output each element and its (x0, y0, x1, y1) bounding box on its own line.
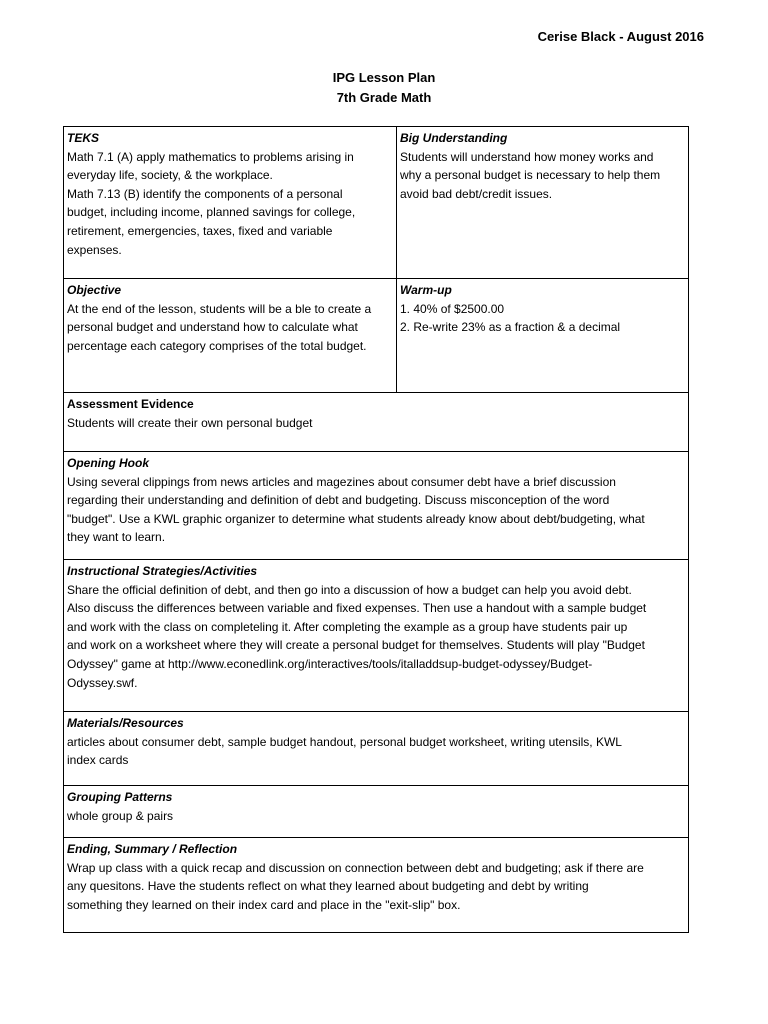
big-understanding-line: why a personal budget is necessary to help them (400, 168, 661, 183)
document-subtitle: 7th Grade Math (336, 90, 432, 105)
assessment-cell (64, 393, 688, 451)
warm-up-line: 2. Re-write 23% as a fraction & a decimal (400, 320, 621, 335)
row-grouping-patterns (64, 786, 688, 838)
objective-line: percentage each category comprises of the total budget. (67, 338, 367, 353)
grouping-line: whole group & pairs (67, 808, 174, 823)
warm-up-line: 1. 40% of $2500.00 (400, 301, 505, 316)
opening-hook-line: "budget". Use a KWL graphic organizer to determine what students already know about debt/budgeting, what (67, 511, 645, 526)
teks-line: retirement, emergencies, taxes, fixed and variable (67, 223, 333, 238)
objective-cell (64, 279, 397, 392)
opening-hook-line: Using several clippings from news articles and magezines about consumer debt have a brief discussion (67, 474, 616, 489)
teks-line: Math 7.13 (B) identify the components of a personal (67, 186, 343, 201)
strategies-cell (64, 560, 688, 711)
objective-line: At the end of the lesson, students will be a ble to create a (67, 301, 372, 316)
materials-cell (64, 712, 688, 785)
assessment-heading: Assessment Evidence (67, 397, 194, 411)
opening-hook-heading: Opening Hook (67, 456, 149, 470)
row-ending-summary (64, 838, 688, 932)
ending-heading: Ending, Summary / Reflection (67, 842, 238, 856)
strategies-line: and work with the class on completeling it. After completing the example as a group have students pair up (67, 619, 628, 634)
big-understanding-line: avoid bad debt/credit issues. (400, 186, 553, 201)
row-materials (64, 712, 688, 786)
teks-cell (64, 127, 397, 278)
strategies-line: Odyssey" game at http://www.econedlink.org/interactives/tools/italladdsup-budget-odyssey/Budget- (67, 656, 593, 671)
strategies-line: Also discuss the differences between variable and fixed expenses. Then use a handout with a sample budget (67, 601, 647, 616)
row-instructional-strategies (64, 560, 688, 712)
ending-line: Wrap up class with a quick recap and discussion on connection between debt and budgeting; ask if there are (67, 860, 644, 875)
opening-hook-line: they want to learn. (67, 530, 166, 545)
strategies-line: Odyssey.swf. (67, 675, 138, 690)
teks-heading: TEKS (67, 131, 100, 145)
ending-cell (64, 838, 688, 932)
opening-hook-cell (64, 452, 688, 559)
objective-line: personal budget and understand how to calculate what (67, 320, 358, 335)
strategies-line: and work on a worksheet where they will create a personal budget for themselves. Students will play "Budget (67, 638, 645, 653)
grouping-cell (64, 786, 688, 837)
ending-line: any quesitons. Have the students reflect on what they learned about budgeting and debt by writing (67, 879, 589, 894)
big-understanding-line: Students will understand how money works and (400, 149, 654, 164)
row-assessment (64, 393, 688, 452)
row-teks-big-understanding (64, 127, 688, 279)
strategies-line: Share the official definition of debt, and then go into a discussion of how a budget can help you avoid debt. (67, 582, 632, 597)
opening-hook-line: regarding their understanding and definition of debt and budgeting. Discuss misconception of the word (67, 493, 610, 508)
teks-line: everyday life, society, & the workplace. (67, 168, 273, 183)
document-title: IPG Lesson Plan (332, 70, 436, 85)
objective-heading: Objective (67, 283, 122, 297)
big-understanding-heading: Big Understanding (400, 131, 508, 145)
materials-line: index cards (67, 753, 129, 768)
strategies-heading: Instructional Strategies/Activities (67, 564, 258, 578)
materials-heading: Materials/Resources (67, 716, 184, 730)
teks-line: Math 7.1 (A) apply mathematics to problems arising in (67, 149, 354, 164)
teks-line: expenses. (67, 242, 122, 257)
author-date: Cerise Black - August 2016 (537, 29, 704, 44)
teks-line: budget, including income, planned savings for college, (67, 205, 356, 220)
row-objective-warm-up (64, 279, 688, 393)
warm-up-cell (397, 279, 688, 392)
warm-up-heading: Warm-up (400, 283, 452, 297)
ending-line: something they learned on their index card and place in the "exit-slip" box. (67, 897, 461, 912)
assessment-line: Students will create their own personal budget (67, 415, 313, 430)
big-understanding-cell (397, 127, 688, 278)
materials-line: articles about consumer debt, sample budget handout, personal budget worksheet, writing utensils, KWL (67, 734, 622, 749)
row-opening-hook (64, 452, 688, 560)
lesson-plan-table (63, 126, 689, 933)
grouping-heading: Grouping Patterns (67, 790, 173, 804)
